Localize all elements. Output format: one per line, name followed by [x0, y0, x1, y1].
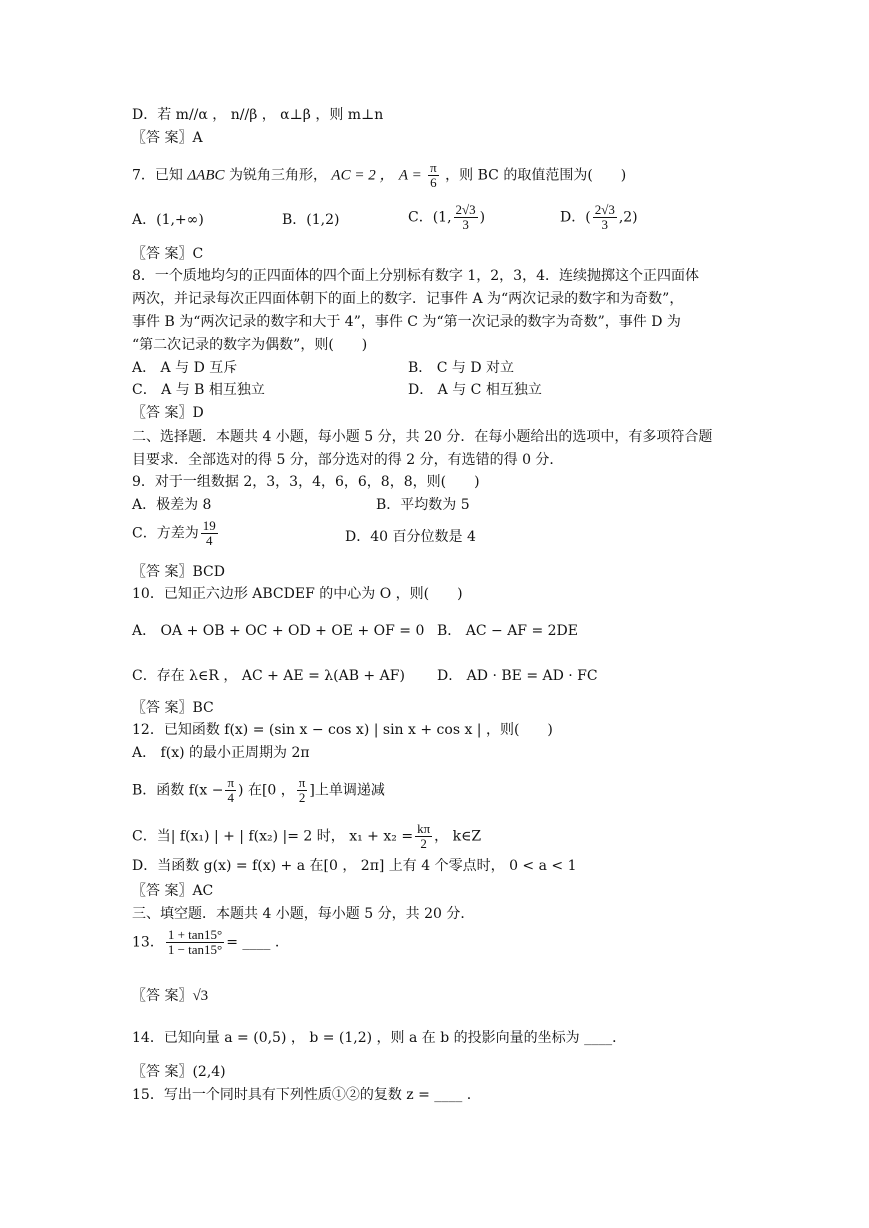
q13-den: 1 − tan15°	[167, 942, 223, 957]
answer-14: 〖答 案〗(2,4)	[132, 1064, 226, 1080]
question-7	[132, 161, 626, 190]
q7-c-den: 3	[462, 217, 469, 232]
q9-c-num: 19	[202, 518, 216, 533]
q9-c-den: 4	[205, 533, 213, 548]
q9-option-a: A．极差为 8	[132, 497, 212, 513]
q7-d-den: 3	[601, 217, 608, 232]
question-14: 14．已知向量 a = (0,5) ， b = (1,2) ，则 a 在 b 的投影向量的坐标为 ____．	[132, 1030, 627, 1046]
answer-6: 〖答 案〗A	[132, 130, 203, 146]
q12-b-num-1: π	[227, 775, 235, 790]
q7-d-num: 2√3	[594, 202, 615, 217]
q12-b-num-2: π	[298, 775, 306, 790]
q7-d-pre: D．(	[560, 209, 591, 226]
q7-fraction	[428, 161, 439, 190]
answer-8: 〖答 案〗D	[132, 405, 204, 421]
q7-frac-num: π	[430, 160, 437, 175]
q12-c-num: kπ	[417, 821, 431, 836]
a13-value: √3	[192, 988, 209, 1004]
q12-c-den: 2	[420, 836, 427, 851]
q12-b-frac-1	[225, 776, 236, 805]
q9-option-c	[132, 519, 220, 548]
question-15: 15．写出一个同时具有下列性质①②的复数 z = ____ .	[132, 1087, 472, 1103]
answer-10: 〖答 案〗BC	[132, 700, 214, 716]
q7-c-num: 2√3	[455, 202, 476, 217]
q7-ac: AC = 2 ，	[331, 167, 395, 184]
answer-13	[132, 987, 208, 1005]
q8-option-c: C． A 与 B 相互独立	[132, 382, 265, 398]
q12-c-pre: C．当| f(x₁) | + | f(x₂) |= 2 时， x₁ + x₂ =	[132, 828, 414, 845]
q12-c-frac	[415, 822, 432, 851]
q7-option-d	[560, 203, 638, 232]
section-2-line-1: 二、选择题．本题共 4 小题，每小题 5 分，共 20 分．在每小题给出的选项中，有多项符合题	[132, 429, 713, 445]
question-10: 10．已知正六边形 ABCDEF 的中心为 O ，则( )	[132, 586, 463, 602]
q7-prefix: 7．已知	[132, 167, 183, 184]
q8-option-a: A． A 与 D 互斥	[132, 360, 238, 376]
q10-option-a: A． OA + OB + OC + OD + OE + OF = 0	[132, 623, 425, 639]
question-12: 12．已知函数 f(x) = (sin x − cos x) | sin x + cos x | ，则( )	[132, 722, 553, 738]
q12-option-c	[132, 822, 481, 851]
q8-line-4: “第二次记录的数字为偶数”，则( )	[132, 337, 368, 353]
q9-option-d: D．40 百分位数是 4	[345, 529, 476, 545]
q7-c-post: )	[479, 209, 486, 226]
q12-b-mid: ) 在[0 ，	[238, 782, 295, 799]
q8-line-3: 事件 B 为“两次记录的数字和大于 4”，事件 C 为“第一次记录的数字为奇数”，事件 D 为	[132, 314, 681, 330]
q12-b-frac-2	[297, 776, 308, 805]
q13-post: = ____ .	[226, 934, 280, 951]
q8-line-1: 8．一个质地均匀的正四面体的四个面上分别标有数字 1，2，3，4．连续抛掷这个正四面体	[132, 268, 699, 284]
q7-option-c	[408, 203, 485, 232]
q7-c-pre: C．(1,	[408, 209, 452, 226]
answer-9: 〖答 案〗BCD	[132, 564, 225, 580]
q7-d-post: ,2)	[618, 209, 638, 226]
q12-option-b	[132, 776, 385, 805]
q7-triangle: ΔABC	[187, 167, 225, 184]
q7-angle-a: A =	[398, 167, 422, 184]
q10-option-c: C．存在 λ∈R ， AC + AE = λ(AB + AF)	[132, 668, 405, 684]
q12-option-d: D．当函数 g(x) = f(x) + a 在[0 ， 2π] 上有 4 个零点时， 0 < a < 1	[132, 858, 577, 874]
question-9: 9．对于一组数据 2，3，3，4，6，6，8，8，则( )	[132, 474, 480, 490]
q13-num: 1 + tan15°	[167, 927, 223, 942]
q8-option-b: B． C 与 D 对立	[408, 360, 515, 376]
q8-option-d: D． A 与 C 相互独立	[408, 382, 542, 398]
section-2-line-2: 目要求．全部选对的得 5 分，部分选对的得 2 分，有选错的得 0 分．	[132, 452, 564, 468]
q12-option-a: A． f(x) 的最小正周期为 2π	[132, 745, 310, 761]
q10-option-d: D． AD · BE = AD · FC	[437, 668, 598, 684]
q9-c-frac	[201, 519, 218, 548]
q7-mid: 为锐角三角形，	[228, 167, 327, 184]
q12-b-den-2: 2	[298, 790, 306, 805]
q12-b-pre: B．函数 f(x −	[132, 782, 224, 799]
q13-frac	[166, 928, 224, 957]
section-3: 三、填空题．本题共 4 小题，每小题 5 分，共 20 分．	[132, 906, 475, 922]
q7-frac-den: 6	[430, 175, 437, 190]
q10-option-b: B． AC − AF = 2DE	[437, 623, 578, 639]
q7-c-frac	[454, 203, 478, 232]
q12-c-post: ， k∈Z	[434, 828, 482, 845]
answer-12: 〖答 案〗AC	[132, 883, 214, 899]
q7-d-frac	[593, 203, 617, 232]
q9-c-pre: C．方差为	[132, 525, 199, 542]
a13-pre: 〖答 案〗	[132, 988, 193, 1004]
question-13	[132, 928, 279, 957]
q7-option-a: A．(1,+∞)	[132, 212, 204, 228]
q12-b-post: ]上单调递减	[309, 782, 385, 799]
q8-line-2: 两次，并记录每次正四面体朝下的面上的数字．记事件 A 为“两次记录的数字和为奇数”，	[132, 291, 684, 307]
q13-pre: 13．	[132, 934, 164, 951]
q6-option-d: D．若 m//α ， n//β ， α⊥β ，则 m⊥n	[132, 107, 384, 123]
q7-suffix: ，则 BC 的取值范围为( )	[445, 167, 627, 184]
answer-7: 〖答 案〗C	[132, 246, 204, 262]
q7-option-b: B．(1,2)	[282, 212, 340, 228]
q12-b-den-1: 4	[227, 790, 234, 805]
q9-option-b: B．平均数为 5	[376, 497, 470, 513]
